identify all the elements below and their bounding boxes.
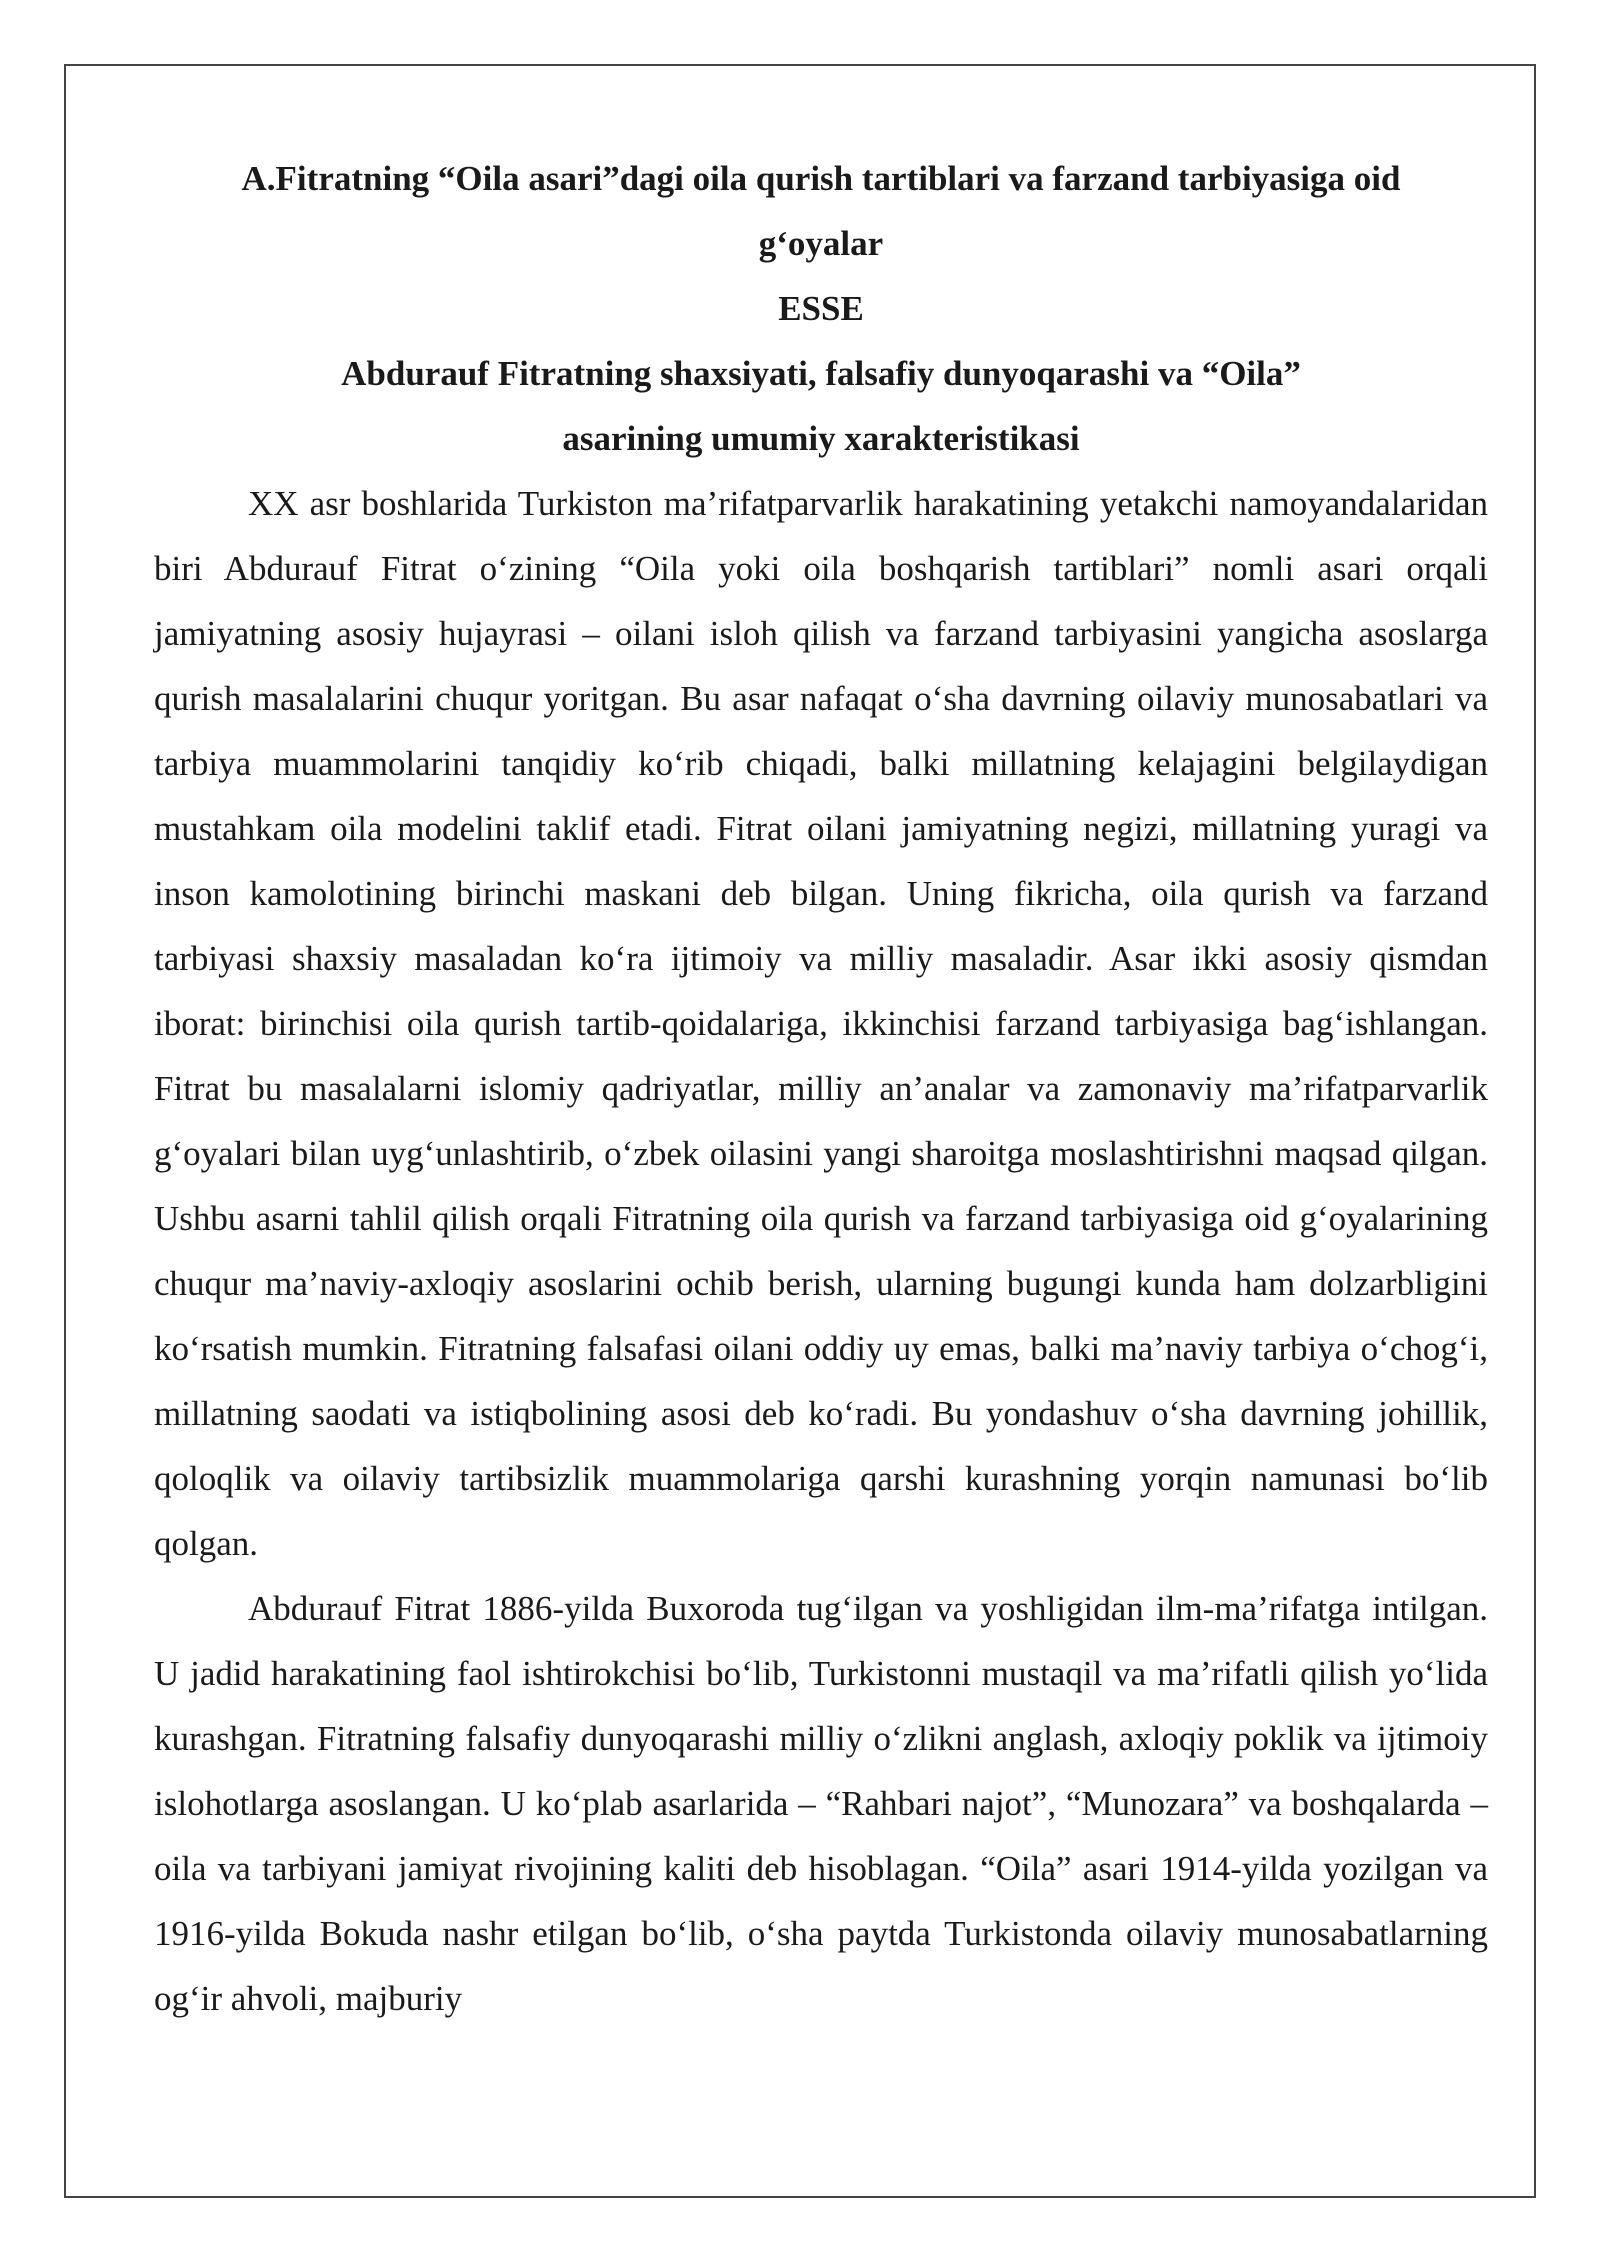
document-body	[154, 146, 1488, 2031]
paragraph-intro: XX asr boshlarida Turkiston ma’rifatparvarlik harakatining yetakchi namoyandalaridan biri Abdurauf Fitrat o‘zining “Oila yoki oila boshqarish tartiblari” nomli asari orqali jamiyatning asosiy hujayrasi – oilani isloh qilish va farzand tarbiyasini yangicha asoslarga qurish masalalarini chuqur yoritgan. Bu asar nafaqat o‘sha davrning oilaviy munosabatlari va tarbiya muammolarini tanqidiy ko‘rib chiqadi, balki millatning kelajagini belgilaydigan mustahkam oila modelini taklif etadi. Fitrat oilani jamiyatning negizi, millatning yuragi va inson kamolotining birinchi maskani deb bilgan. Uning fikricha, oila qurish va farzand tarbiyasi shaxsiy masaladan ko‘ra ijtimoiy va milliy masaladir. Asar ikki asosiy qismdan iborat: birinchisi oila qurish tartib-qoidalariga, ikkinchisi farzand tarbiyasiga bag‘ishlangan. Fitrat bu masalalarni islomiy qadriyatlar, milliy an’analar va zamonaviy ma’rifatparvarlik g‘oyalari bilan uyg‘unlashtirib, o‘zbek oilasini yangi sharoitga moslashtirishni maqsad qilgan. Ushbu asarni tahlil qilish orqali Fitratning oila qurish va farzand tarbiyasiga oid g‘oyalarining chuqur ma’naviy-axloqiy asoslarini ochib berish, ularning bugungi kunda ham dolzarbligini ko‘rsatish mumkin. Fitratning falsafasi oilani oddiy uy emas, balki ma’naviy tarbiya o‘chog‘i, millatning saodati va istiqbolining asosi deb ko‘radi. Bu yondashuv o‘sha davrning johillik, qoloqlik va oilaviy tartibsizlik muammolariga qarshi kurashning yorqin namunasi bo‘lib qolgan.	[154, 484, 1488, 1563]
genre-label: ESSE	[778, 289, 864, 328]
paragraph-biography: Abdurauf Fitrat 1886-yilda Buxoroda tug‘ilgan va yoshligidan ilm-ma’rifatga intilgan. U jadid harakatining faol ishtirokchisi bo‘lib, Turkistonni mustaqil va ma’rifatli qilish yo‘lida kurashgan. Fitratning falsafiy dunyoqarashi milliy o‘zlikni anglash, axloqiy poklik va ijtimoiy islohotlarga asoslangan. U ko‘plab asarlarida – “Rahbari najot”, “Munozara” va boshqalarda – oila va tarbiyani jamiyat rivojining kaliti deb hisoblagan. “Oila” asari 1914-yilda yozilgan va 1916-yilda Bokuda nashr etilgan bo‘lib, o‘sha paytda Turkistonda oilaviy munosabatlarning og‘ir ahvoli, majburiy	[154, 1589, 1488, 2018]
document-title: A.Fitratning “Oila asari”dagi oila qurish tartiblari va farzand tarbiyasiga oid g‘oyalar	[241, 159, 1401, 263]
section-subtitle: Abdurauf Fitratning shaxsiyati, falsafiy dunyoqarashi va “Oila” asarining umumiy xarakteristikasi	[341, 354, 1301, 458]
